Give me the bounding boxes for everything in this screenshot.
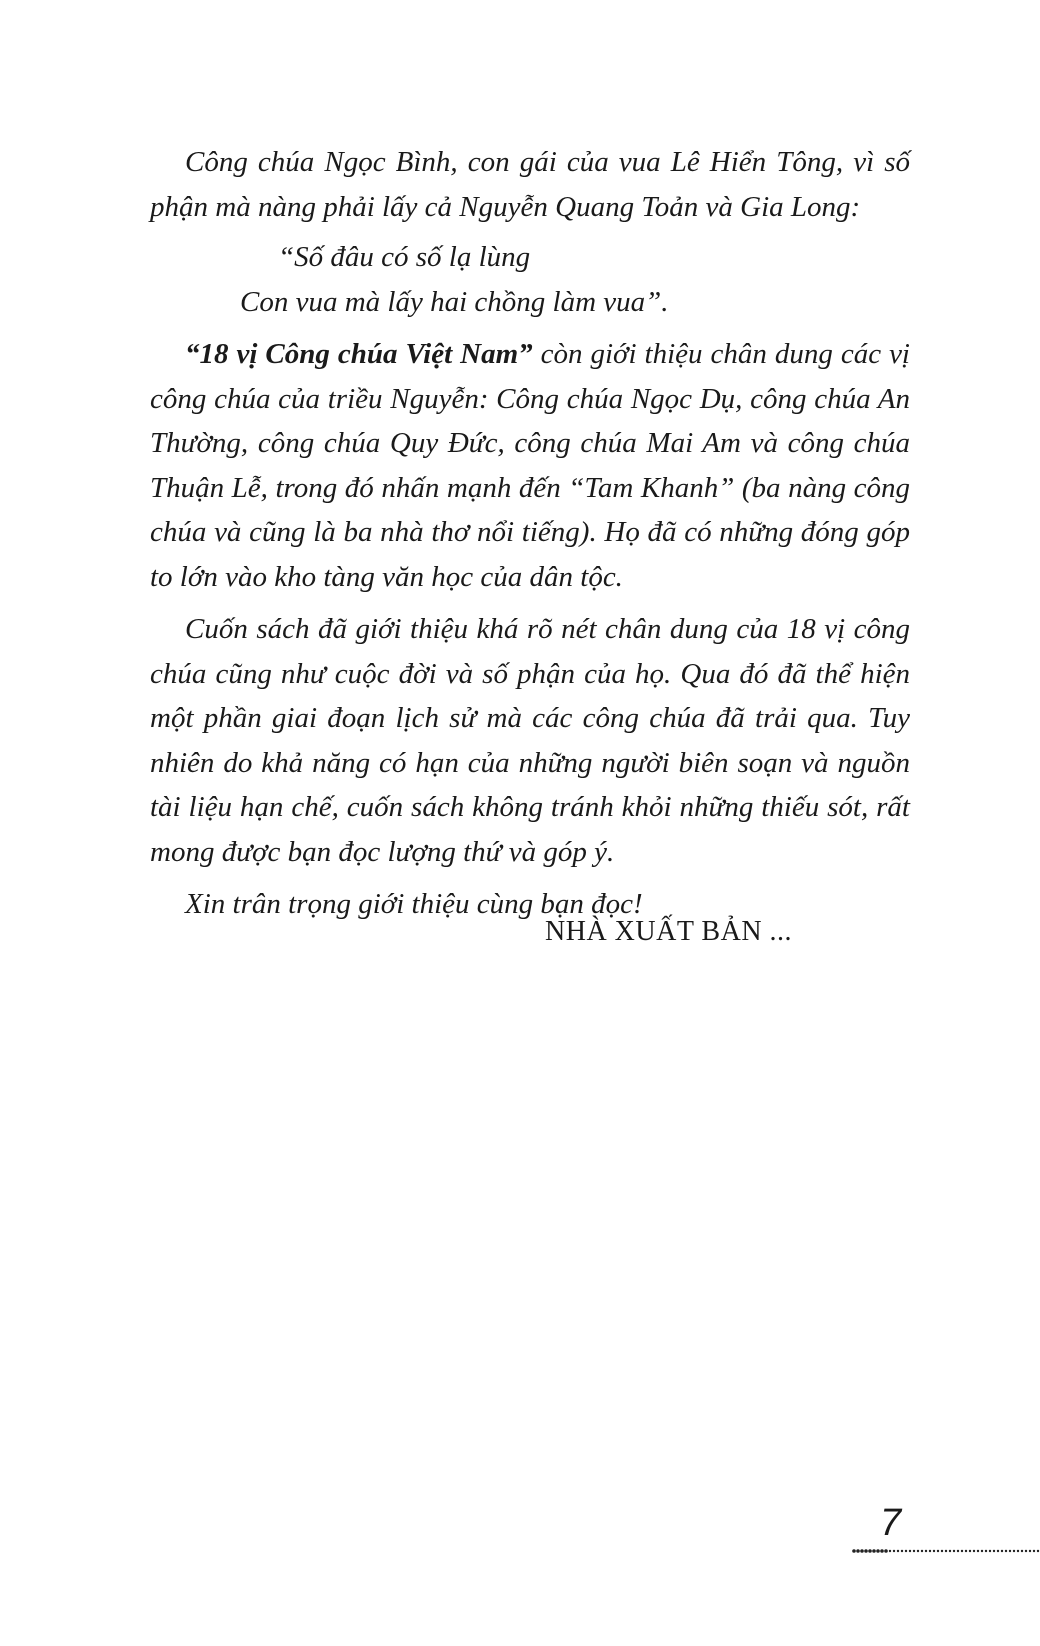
dot (905, 1550, 907, 1552)
dot (977, 1550, 979, 1552)
dot (981, 1550, 983, 1552)
dot (1001, 1550, 1003, 1552)
paragraph-book-summary: Cuốn sách đã giới thiệu khá rõ nét chân dung của 18 vị công chúa cũng như cuộc đời và số phận của họ. Qua đó đã thể hiện một phần giai đoạn lịch sử mà các công chúa đã trải qua. Tuy nhiên do khả năng có hạn của những người biên soạn và nguồn tài liệu hạn chế, cuốn sách không tránh khỏi những thiếu sót, rất mong được bạn đọc lượng thứ và góp ý. (150, 613, 910, 868)
dot (1033, 1550, 1035, 1552)
verse-line-1: “Số đâu có số lạ lùng (278, 241, 531, 273)
paragraph-nguyen-princesses-text: còn giới thiệu chân dung các vị công chúa của triều Nguyễn: Công chúa Ngọc Dụ, công chúa An Thường, công chúa Quy Đức, công chúa Mai Am và công chúa Thuận Lễ, trong đó nhấn mạnh đến “Tam Khanh” (ba nàng công chúa và cũng là ba nhà thơ nổi tiếng). Họ đã có những đóng góp to lớn vào kho tàng văn học của dân tộc. (150, 338, 910, 593)
dot (868, 1549, 872, 1553)
dot (880, 1549, 884, 1553)
dot (876, 1549, 880, 1553)
dot (1013, 1550, 1015, 1552)
dot (949, 1550, 951, 1552)
paragraph-closing: Xin trân trọng giới thiệu cùng bạn đọc! (185, 888, 643, 920)
dot (852, 1549, 856, 1553)
dot (1009, 1550, 1011, 1552)
dot (913, 1550, 915, 1552)
dot (945, 1550, 947, 1552)
dot (921, 1550, 923, 1552)
dot (917, 1550, 919, 1552)
verse-line-2: Con vua mà lấy hai chồng làm vua”. (240, 285, 669, 318)
dot (997, 1550, 999, 1552)
book-title: “18 vị Công chúa Việt Nam” (185, 338, 533, 370)
dot (901, 1550, 903, 1552)
dot (957, 1550, 959, 1552)
dot (965, 1550, 967, 1552)
page-number-dotted-rule (852, 1548, 1040, 1554)
dot (941, 1550, 943, 1552)
dot (929, 1550, 931, 1552)
paragraph-ngoc-binh: Công chúa Ngọc Bình, con gái của vua Lê Hiển Tông, vì số phận mà nàng phải lấy cả Nguyễn Quang Toản và Gia Long: (150, 146, 910, 223)
dot (860, 1549, 864, 1553)
dot (864, 1549, 868, 1553)
dot (1005, 1550, 1007, 1552)
dot (1037, 1550, 1039, 1552)
dot (985, 1550, 987, 1552)
dot (856, 1549, 860, 1553)
dot (889, 1550, 891, 1552)
dot (897, 1550, 899, 1552)
dot (993, 1550, 995, 1552)
paragraph-nguyen-princesses (150, 332, 910, 599)
dot (973, 1550, 975, 1552)
dot (1025, 1550, 1027, 1552)
dot (925, 1550, 927, 1552)
dot (1029, 1550, 1031, 1552)
dot (937, 1550, 939, 1552)
dot (872, 1549, 876, 1553)
dot (961, 1550, 963, 1552)
dot (884, 1549, 888, 1553)
dot (969, 1550, 971, 1552)
verse-quote (150, 235, 910, 324)
dot (893, 1550, 895, 1552)
dot (953, 1550, 955, 1552)
dot (1021, 1550, 1023, 1552)
publisher-signature: NHÀ XUẤT BẢN ... (545, 916, 793, 947)
body-text (150, 140, 910, 927)
dot (989, 1550, 991, 1552)
dot (933, 1550, 935, 1552)
dot (1017, 1550, 1019, 1552)
dot (909, 1550, 911, 1552)
page-number: 7 (880, 1502, 902, 1544)
